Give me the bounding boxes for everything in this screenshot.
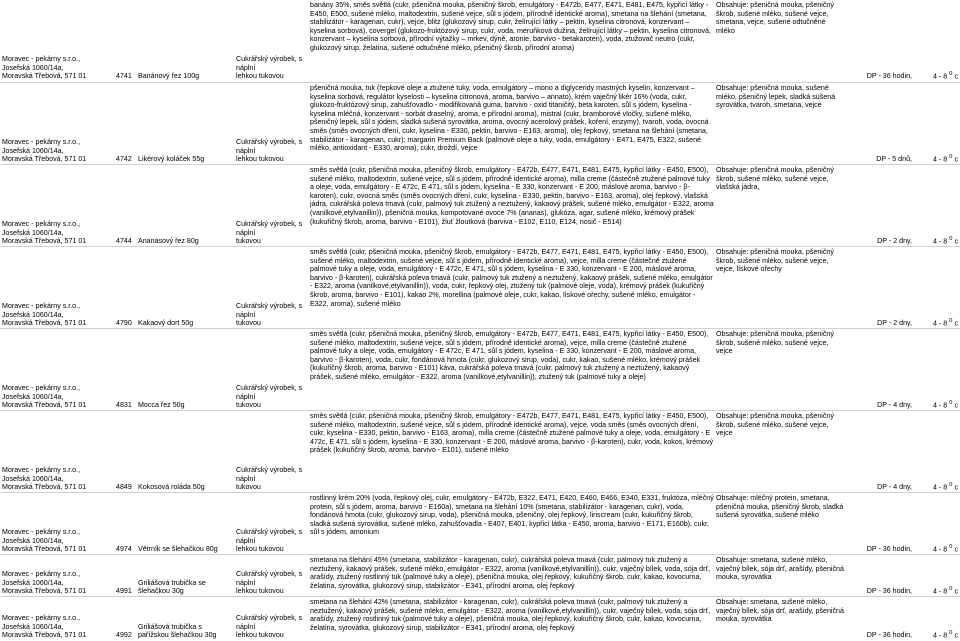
supplier-street: Josefská 1060/14a,: [2, 228, 64, 237]
product-name-cell: [138, 555, 234, 597]
storage-temperature-cell: [914, 411, 958, 493]
table-row: [0, 164, 960, 247]
temp-unit: c: [952, 545, 958, 554]
allergens-cell: [716, 555, 846, 597]
shelf-life: DP - 2 dny,: [877, 237, 912, 246]
ingredients-cell: [310, 493, 714, 555]
table-row: [0, 410, 960, 493]
allergens-text: Obsahuje: pšeničná mouka, sušené mléko, pšeničný lepek, sladká sušená syrovátka, tvaroh, smetana, vejce: [716, 84, 836, 110]
temp-range: 4 - 8: [933, 587, 950, 596]
product-name: [138, 319, 234, 328]
product-code-cell: [116, 411, 138, 493]
allergens-text: Obsahuje: pšeničná mouka, pšeničný škrob, sušené mléko, sušené vejce, smetana, vejce, sušené odtučněné mléko: [716, 1, 834, 35]
supplier-street: Josefská 1060/14a,: [2, 310, 64, 319]
storage-temperature: [914, 317, 958, 328]
table-row: [0, 82, 960, 165]
shelf-life: DP - 36 hodin,: [866, 545, 912, 554]
supplier-cell: [2, 329, 114, 411]
supplier-street: Josefská 1060/14a,: [2, 578, 64, 587]
supplier-city: Moravská Třebová, 571 01: [2, 401, 87, 410]
product-name: [138, 155, 234, 164]
product-category: [236, 614, 308, 640]
storage-temperature: [914, 70, 958, 81]
text-line: Mocca řez 50g: [138, 401, 185, 410]
text-line: lehkou tukovou: [236, 72, 284, 81]
ingredients-text: směs světlá (cukr, pšeničná mouka, pšeničný škrob, emulgátory - E472b, E477, E471, E481, E475, kypřicí látky - E450, E500), sušené mléko, maltodextrin, sušené vejce, sůl s jódem, přírodně identické aroma), vejce, voda směs (směs ovocných dření, cukr, kyselina - E330, pektin, barvivo - E163, aroma), milla creme (částečně ztužené palmové tuky a oleje, voda, emulgátory - E 472c, E 471, sůl s jódem, kyselina - E 330, konzervant - E 200, máslové aroma, barvivo - β-karoten), cukr, voda, kokos, krémový prášek (kukuřičný škrob, aroma, barvivo - E101), sušené mléko: [310, 412, 714, 455]
temp-unit: c: [952, 483, 958, 492]
supplier-cell: [2, 493, 114, 555]
product-name: [138, 483, 234, 492]
allergens-text: Obsahuje: pšeničná mouka, pšeničný škrob, sušené mléko, sušené vejce, vlašská jádra,: [716, 166, 834, 192]
product-category-cell: [236, 165, 308, 247]
temp-degree: 0: [949, 482, 953, 489]
shelf-life: DP - 36 hodin,: [866, 631, 912, 640]
allergens-text: Obsahuje: smetana, sušené mléko, vaječný bílek, sója drť, arašídy, pšeničná mouka, syrovátka: [716, 556, 844, 582]
product-name-cell: [138, 329, 234, 411]
product-name: [138, 401, 234, 410]
supplier-name: Moravec - pekárny s.r.o.,: [2, 528, 81, 537]
temp-unit: c: [952, 631, 958, 640]
storage-temperature: [914, 585, 958, 596]
allergens-text: Obsahuje: pšeničná mouka, pšeničný škrob, sušené mléko, sušené vejce, vejce, lískové ořechy: [716, 248, 834, 274]
product-code: 4741: [116, 72, 132, 81]
storage-temperature-cell: [914, 329, 958, 411]
text-line: Cukrářský výrobek, s náplní: [236, 138, 303, 155]
shelf-life-cell: [848, 597, 912, 641]
allergens-cell: [716, 165, 846, 247]
ingredients-cell: [310, 597, 714, 641]
temp-range: 4 - 8: [933, 545, 950, 554]
text-line: tukovou: [236, 237, 261, 246]
temp-degree: 0: [949, 154, 953, 161]
product-name-cell: [138, 247, 234, 329]
supplier-city: Moravská Třebová, 571 01: [2, 483, 87, 492]
supplier-cell: [2, 247, 114, 329]
text-line: Likérový koláček 55g: [138, 155, 205, 164]
product-code: 4992: [116, 631, 132, 640]
product-name: [138, 579, 234, 596]
product-code-cell: [116, 165, 138, 247]
shelf-life-cell: [848, 555, 912, 597]
text-line: Cukrářský výrobek, s náplní: [236, 528, 303, 545]
ingredients-text: směs světlá (cukr, pšeničná mouka, pšeničný škrob, emulgátory - E472b, E477, E471, E481, E475, kypřicí látky - E450, E500), sušené mléko, maltodextrin, sušené vejce, sůl s jódem, přírodně identické aroma), vejce, milla creme (částečně ztužené palmové tuky a oleje, voda, emulgátory - E 472c, E 471, sůl s jódem, kyselina - E 330, konzervant - E 200, máslové aroma, barvivo - β-karoten), cukrářská poleva tmavá (cukr, palmový tuk ztužený a neztužený, kakaový prášek, sušené mléko, emulgátor - E322, aroma (vanilkové,etylvanillin)), voda, cukr, řepkový olej, ztužený tuk (palmové oleje, voda), krémový prášek (kukuřičný škrob, aroma, barvivo - E101), kakao 2%, morellina (palmové oleje, cukr, kakao, lískové ořechy, sušené mléko, emulgátor - E322, aroma), sušené mléko: [310, 248, 713, 308]
product-code: 4742: [116, 155, 132, 164]
ingredients-text: pšeničná mouka, tuk (řepkové oleje a ztužené tuky, voda, emulgátory – mono a diglyceridy mastných kyselin, konzervant – kyselina sorbová, regulátor kyselosti – kyselina citronová, aroma, barvivo – annato), krém vaječný likér 16% (voda, cukr, glukozo-fruktózový sirup, zahušťovadlo - modifikovaná guma, barvivo - oxid titaničitý, beta karoten, sůl s jódem, kyselina - kyselina mléčná, konzervant - sorbát draselný, aroma, e přírodní aroma), mistral (cukr, bramborové vločky, sušené mléko, pšeničný lepek, sůl s jódem, sladká sušená syrovátka, aroma, ovocný acerolový prášek, koření, enzymy), tvaroh, voda, ovocná směs (směs ovocných dření, cukr, kyselina - E330, pektin, barvivo - E163, aroma), olej řepkový, smetana na šlehání (smetana, stabilizátor - karagenan, cukr); margarin Premium Back (palmové oleje a tuky, voda, emulgátory - E471, E475, E322, sušené mléko, antioxidant - E330, aroma), cukr, droždí, vejce: [310, 84, 709, 153]
product-code: 4790: [116, 319, 132, 328]
ingredients-cell: [310, 165, 714, 247]
shelf-life: DP - 2 dny,: [877, 319, 912, 328]
text-line: Cukrářský výrobek, s náplní: [236, 614, 303, 631]
ingredients-cell: [310, 247, 714, 329]
ingredients-cell: [310, 0, 714, 82]
shelf-life-cell: [848, 165, 912, 247]
text-line: tukovou: [236, 401, 261, 410]
product-category-cell: [236, 83, 308, 165]
product-code-cell: [116, 0, 138, 82]
supplier-name: Moravec - pekárny s.r.o.,: [2, 138, 81, 147]
temp-unit: c: [952, 587, 958, 596]
allergens-cell: [716, 329, 846, 411]
storage-temperature-cell: [914, 493, 958, 555]
text-line: lehkou tukovou: [236, 155, 284, 164]
text-line: Cukrářský výrobek, s náplní: [236, 384, 303, 401]
storage-temperature-cell: [914, 597, 958, 641]
product-code: 4974: [116, 545, 132, 554]
storage-temperature-cell: [914, 0, 958, 82]
text-line: lehkou tukovou: [236, 587, 284, 596]
allergens-cell: [716, 493, 846, 555]
text-line: lehkou tukovou: [236, 631, 284, 640]
product-category-cell: [236, 329, 308, 411]
product-category: [236, 138, 308, 164]
product-category-cell: [236, 493, 308, 555]
product-name: [138, 237, 234, 246]
shelf-life-cell: [848, 247, 912, 329]
product-code-cell: [116, 329, 138, 411]
storage-temperature-cell: [914, 165, 958, 247]
supplier-name: Moravec - pekárny s.r.o.,: [2, 384, 81, 393]
temp-range: 4 - 8: [933, 401, 950, 410]
temp-degree: 0: [949, 236, 953, 243]
storage-temperature: [914, 235, 958, 246]
text-line: tukovou: [236, 319, 261, 328]
temp-degree: 0: [949, 318, 953, 325]
text-line: Cukrářský výrobek, s náplní: [236, 302, 303, 319]
ingredients-text: smetana na šlehání 42% (smetana, stabilizátor - karagenan, cukr), cukrářská poleva tmavá (cukr, palmový tuk ztužený a neztužený, kakaový prášek, sušené mléko, emulgátor - E322, aroma (vanilkové,etylvanillin)), cukr, vaječný bílek, voda, sója drť, arašídy, ztužený rostlinný tuk (palmové tuky a oleje), pšeničná mouka, olej řepkový, kukuřičný škrob, cukr, kakao, kovocurna, želatina, syrovátka, glukozový sirup, stabilizátor - E341, přírodní aroma, olej řepkový: [310, 598, 711, 632]
product-category: [236, 570, 308, 596]
allergens-cell: [716, 411, 846, 493]
shelf-life: DP - 5 dnů,: [876, 155, 912, 164]
temp-degree: 0: [949, 400, 953, 407]
storage-temperature: [914, 543, 958, 554]
ingredients-cell: [310, 329, 714, 411]
text-line: lehkou tukovou: [236, 545, 284, 554]
table-row: [0, 554, 960, 597]
supplier-city: Moravská Třebová, 571 01: [2, 587, 87, 596]
storage-temperature-cell: [914, 247, 958, 329]
temp-unit: c: [952, 72, 958, 81]
supplier-city: Moravská Třebová, 571 01: [2, 155, 87, 164]
text-line: Kakaový dort 50g: [138, 319, 194, 328]
shelf-life: DP - 4 dny,: [877, 483, 912, 492]
allergens-text: Obsahuje: pšeničná mouka, pšeničný škrob, sušené mléko, sušené vejce, vejce: [716, 412, 834, 438]
supplier-street: Josefská 1060/14a,: [2, 536, 64, 545]
ingredients-cell: [310, 411, 714, 493]
shelf-life: DP - 36 hodin,: [866, 72, 912, 81]
shelf-life-cell: [848, 329, 912, 411]
storage-temperature: [914, 399, 958, 410]
temp-degree: 0: [949, 630, 953, 637]
allergens-cell: [716, 597, 846, 641]
text-line: Griliášová trubička se: [138, 578, 206, 587]
supplier-city: Moravská Třebová, 571 01: [2, 72, 87, 81]
allergens-cell: [716, 247, 846, 329]
storage-temperature-cell: [914, 83, 958, 165]
product-name-cell: [138, 597, 234, 641]
temp-degree: 0: [949, 544, 953, 551]
temp-degree: 0: [949, 71, 953, 78]
text-line: Banánový řez 100g: [138, 72, 200, 81]
product-name: [138, 545, 234, 554]
supplier-name: Moravec - pekárny s.r.o.,: [2, 302, 81, 311]
ingredients-cell: [310, 83, 714, 165]
temp-unit: c: [952, 319, 958, 328]
text-line: šlehačkou 30g: [138, 587, 184, 596]
text-line: Cukrářský výrobek, s náplní: [236, 220, 303, 237]
product-code-cell: [116, 493, 138, 555]
text-line: tukovou: [236, 483, 261, 492]
temp-range: 4 - 8: [933, 237, 950, 246]
text-line: Cukrářský výrobek, s náplní: [236, 55, 303, 72]
temp-range: 4 - 8: [933, 319, 950, 328]
product-code-cell: [116, 247, 138, 329]
allergens-text: Obsahuje: mléčný protein, smetana, pšeničná mouka, pšeničný škrob, sladká sušená syrovátka, sušené mléko: [716, 494, 844, 520]
shelf-life-cell: [848, 493, 912, 555]
text-line: Griliášová trubička s: [138, 622, 202, 631]
storage-temperature: [914, 629, 958, 640]
ingredients-text: směs světlá (cukr, pšeničná mouka, pšeničný škrob, emulgátory - E472b, E477, E471, E481, E475, kypřicí látky - E450, E500), sušené mléko, maltodextrin, sušené vejce, sůl s jódem, přírodně identické aroma), milla creme (částečně ztužené palmové tuky a oleje, voda, emulgátory - E 472c, E 471, sůl s jódem, kyselina - E 330, konzervant - E 200, máslové aroma, barvivo - β-karoten), cukr, ovocná směs (směs ovocných dření, cukr, kyselina - E330, pektin, barvivo - E163, aroma), olej řepkový, vlašská jádra, cukrářská poleva tmavá (cukr, palmový tuk ztužený a neztužený, kakaový prášek, sušené mléko, emulgátor - E322, aroma (vanilkové,etylvanillin)), pšeničná mouka, kompotované ovoce 7% (ananas), glukóza, agar, sušené mléko, krémový prášek (kukuřičný škrob, aroma, barvivo - E101), žluť žloutková (barviva - E102, E110, E124, nosič - E514): [310, 166, 714, 226]
product-category: [236, 220, 308, 246]
temp-range: 4 - 8: [933, 483, 950, 492]
product-category: [236, 528, 308, 554]
supplier-city: Moravská Třebová, 571 01: [2, 319, 87, 328]
ingredients-text: směs světlá (cukr, pšeničná mouka, pšeničný škrob, emulgátory - E472b, E477, E471, E481, E475, kypřicí látky - E450, E500), sušené mléko, maltodextrin, sušené vejce, sůl s jódem, přírodně identické aroma), vejce, milla creme (částečně ztužené palmové tuky a oleje, voda, emulgátory - E 472c, E 471, sůl s jódem, kyselina - E 330, konzervant - E 200, máslové aroma, barvivo - β-karoten), voda, cukr, fondánová hmota (cukr, glukozový sirup, voda), cukr, kakao, sušené mléko, krémový prášek (kukuřičný škrob, aroma, barvivo - E101) káva, cukrářská poleva tmavá (cukr, palmový tuk ztužený a neztužený, kakaový prášek, sušené mléko, emulgátor - E322, aroma (vanilkové,etylvanillin)), ztužený tuk (palmové tuky a oleje): [310, 330, 709, 381]
product-code: 4991: [116, 587, 132, 596]
supplier-cell: [2, 83, 114, 165]
table-row: [0, 596, 960, 641]
text-line: Ananasový řez 80g: [138, 237, 199, 246]
temp-unit: c: [952, 401, 958, 410]
product-code-cell: [116, 597, 138, 641]
text-line: Cukrářský výrobek, s náplní: [236, 570, 303, 587]
product-category: [236, 302, 308, 328]
supplier-name: Moravec - pekárny s.r.o.,: [2, 55, 81, 64]
product-code-cell: [116, 555, 138, 597]
supplier-cell: [2, 597, 114, 641]
supplier-street: Josefská 1060/14a,: [2, 622, 64, 631]
product-name-cell: [138, 165, 234, 247]
shelf-life: DP - 4 dny,: [877, 401, 912, 410]
product-name-cell: [138, 0, 234, 82]
shelf-life: DP - 36 hodin,: [866, 587, 912, 596]
product-category-cell: [236, 411, 308, 493]
temp-range: 4 - 8: [933, 631, 950, 640]
supplier-name: Moravec - pekárny s.r.o.,: [2, 570, 81, 579]
storage-temperature: [914, 481, 958, 492]
table-row: [0, 0, 960, 82]
product-category-cell: [236, 597, 308, 641]
product-code: 4849: [116, 483, 132, 492]
product-name-cell: [138, 83, 234, 165]
ingredients-cell: [310, 555, 714, 597]
supplier-street: Josefská 1060/14a,: [2, 146, 64, 155]
product-category-cell: [236, 247, 308, 329]
supplier-name: Moravec - pekárny s.r.o.,: [2, 220, 81, 229]
temp-unit: c: [952, 237, 958, 246]
table-row: [0, 246, 960, 329]
supplier-cell: [2, 555, 114, 597]
text-line: Cukrářský výrobek, s náplní: [236, 466, 303, 483]
ingredients-text: banány 35%, směs světlá (cukr, pšeničná mouka, pšeničný škrob, emulgátory - E472b, E477, E471, E481, E475, kypřicí látky - E450, E500, sušené mléko, maltodextrin, sušené vejce, sůl s jódem, přírodně identické aroma), smetana na šlehání (smetana, stabilizátor - karagenan, cukr), vejce, blitz (glukozový sirup, cukr, želírující látky – pektin, kyselina citronová, konzervant – kyselina sorbová), covergel (glukozo-fruktózový sirup, cukr, voda, meruňková dužina, želírující látky – pektin, kyselina citronová, konzervant – kyselina sorbová, přírodní výtažky – mrkev, dýně, aronie, barvivo - betakaroten), voda, ztužovač neutro (cukr, glukozový sirup, želatina, sušené odtučněné mléko, pšeničný škrob, přírodní aroma): [310, 1, 711, 52]
temp-range: 4 - 8: [933, 72, 950, 81]
supplier-cell: [2, 165, 114, 247]
product-name-cell: [138, 411, 234, 493]
shelf-life-cell: [848, 0, 912, 82]
text-line: Kokosová roláda 50g: [138, 483, 205, 492]
supplier-street: Josefská 1060/14a,: [2, 474, 64, 483]
allergens-text: Obsahuje: pšeničná mouka, pšeničný škrob, sušené mléko, sušené vejce, vejce: [716, 330, 834, 356]
shelf-life-cell: [848, 83, 912, 165]
supplier-cell: [2, 411, 114, 493]
temp-degree: 0: [949, 586, 953, 593]
product-code: 4744: [116, 237, 132, 246]
product-category: [236, 384, 308, 410]
product-name-cell: [138, 493, 234, 555]
product-code-cell: [116, 83, 138, 165]
product-category: [236, 55, 308, 81]
product-category-cell: [236, 0, 308, 82]
allergens-cell: [716, 83, 846, 165]
product-name: [138, 72, 234, 81]
ingredients-text: smetana na šlehání 45% (smetana, stabilizátor - karagenan, cukr), cukrářská poleva tmavá (cukr, palmový tuk ztužený a neztužený, kakaový prášek, sušené mléko, emulgátor - E322, aroma (vanilkové,etylvanillin)), cukr, vaječný bílek, voda, sója drť, arašídy, ztužený rostlinný tuk (palmové tuky a oleje), pšeničná mouka, olej řepkový, kukuřičný škrob, cukr, kakao, kovocurna, želatina, syrovátka, glukozový sirup, stabilizátor - E341, přírodní aroma, olej řepkový: [310, 556, 711, 590]
product-name: [138, 623, 234, 640]
supplier-name: Moravec - pekárny s.r.o.,: [2, 614, 81, 623]
product-category-cell: [236, 555, 308, 597]
supplier-street: Josefská 1060/14a,: [2, 63, 64, 72]
text-line: pařížskou šlehačkou 30g: [138, 631, 217, 640]
product-code: 4831: [116, 401, 132, 410]
storage-temperature-cell: [914, 555, 958, 597]
temp-unit: c: [952, 155, 958, 164]
product-category: [236, 466, 308, 492]
table-row: [0, 492, 960, 555]
text-line: Větrník se šlehačkou 80g: [138, 545, 218, 554]
supplier-city: Moravská Třebová, 571 01: [2, 545, 87, 554]
storage-temperature: [914, 153, 958, 164]
ingredients-text: rostlinný krém 20% (voda, řepkový olej, cukr, emulgátory - E472b, E322, E471, E420, E460, E466, E340, E331, fruktóza, mléčný protein, sůl s jódem, aroma, barvivo - E160a), smetana na šlehání 10% (smetana, stabilizátor - karagenan, cukr), voda, fondánová hmota (cukr, glukozový sirup, voda), pšeničná mouka, pšeničný, olej řepkový, liriscream (cukr, kukuřičný škrob, sladká sušená syrovátka, sušené mléko, zahušťovadla - E407, E401, kypřicí látka - E450, aroma, barvivo - E171, E160b), cukr, sůl s jódem, amonium: [310, 494, 714, 537]
supplier-cell: [2, 0, 114, 82]
allergens-cell: [716, 0, 846, 82]
shelf-life-cell: [848, 411, 912, 493]
supplier-city: Moravská Třebová, 571 01: [2, 631, 87, 640]
supplier-street: Josefská 1060/14a,: [2, 392, 64, 401]
table-row: [0, 328, 960, 411]
supplier-name: Moravec - pekárny s.r.o.,: [2, 466, 81, 475]
temp-range: 4 - 8: [933, 155, 950, 164]
supplier-city: Moravská Třebová, 571 01: [2, 237, 87, 246]
allergens-text: Obsahuje: smetana, sušené mléko, vaječný bílek, sója drť, arašídy, pšeničná mouka, syrovátka: [716, 598, 844, 624]
